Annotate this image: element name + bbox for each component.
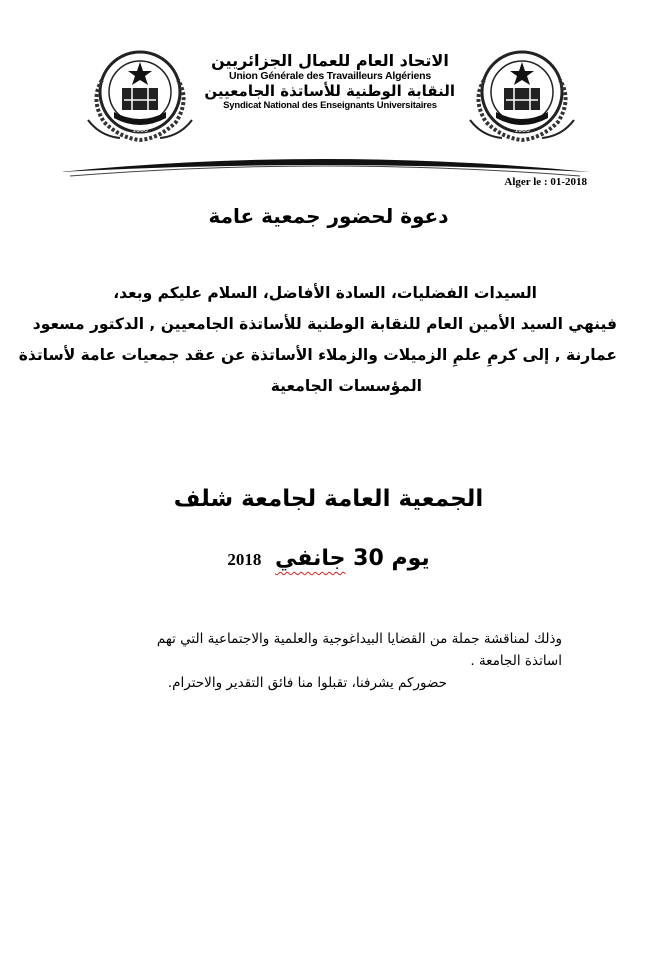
logo-year-left: 1956 [132,127,148,134]
body-line-greeting: السيدات الفضليات، السادة الأفاضل، السلام عليكم وبعد، [113,284,537,302]
closing-line-regards: حضوركم يشرفنا، تقبلوا منا فائق التقدير والاحترام. [167,675,447,691]
closing-line-1: وذلك لمناقشة جملة من القضايا البيداغوجية والعلمية والاجتماعية التي تهم [156,631,562,647]
event-date [0,546,657,571]
ugta-emblem-logo-left [80,40,200,150]
org-name-french-syndicate: Syndicat National des Enseignants Universitaires [223,100,437,112]
event-month: جانفي [275,546,346,571]
ugta-emblem-logo-right [462,40,582,150]
letter-date: Alger le : 01-2018 [504,176,587,188]
closing-paragraph [82,628,562,694]
org-name-french-union: Union Générale des Travailleurs Algériens [228,69,432,82]
event-title: الجمعية العامة لجامعة شلف [173,486,484,512]
invitation-title: دعوة لحضور جمعية عامة [208,204,449,228]
body-line-2: فينهي السيد الأمين العام للنقابة الوطنية للأساتذة الجامعيين , الدكتور مسعود [32,315,617,333]
closing-line-2: اساتذة الجامعة . [470,653,562,669]
event-year: 2018 [227,550,262,569]
organization-names [205,52,455,112]
body-line-3: عمارنة , إلى كرمِ علمِ الزميلات والزملاء الأساتذة عن عقد جمعيات عامة لأساتذة [18,346,617,364]
org-name-arabic-syndicate: النقابة الوطنية للأساتذة الجامعيين [204,81,455,100]
logo-year-right: 1956 [514,127,530,134]
event-day: يوم 30 [353,546,430,571]
invitation-body [0,278,617,402]
org-name-arabic-union: الاتحاد العام للعمال الجزائريين [211,51,449,70]
body-line-4: المؤسسات الجامعية [270,377,422,395]
letterhead [0,0,657,200]
